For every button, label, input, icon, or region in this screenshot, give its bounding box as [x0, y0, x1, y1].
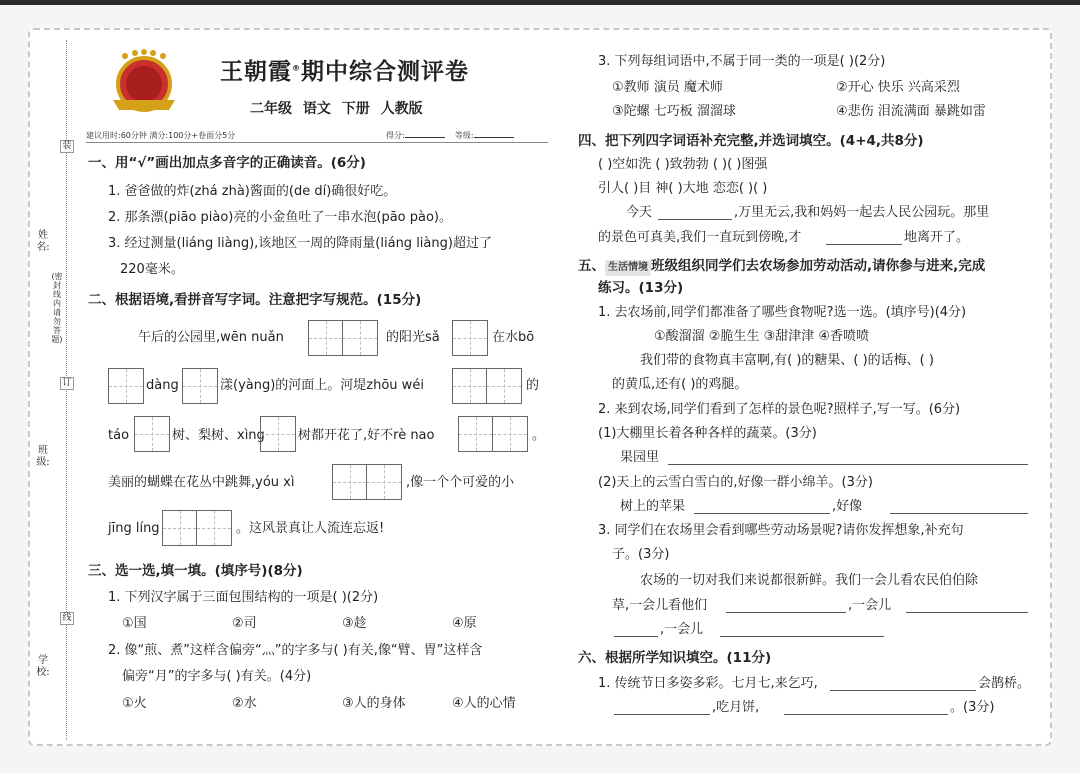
s3-q1-option: ④原	[452, 616, 477, 631]
r-q3-option-1: ①教师 演员 魔术师	[612, 80, 723, 95]
s3-q2-option: ①火	[122, 696, 147, 711]
s3-question-1: 1. 下列汉字属于三面包围结构的一项是( )(2分)	[108, 590, 379, 605]
r-q3-option-4: ④悲伤 泪流满面 暴跳如雷	[836, 104, 986, 119]
writing-grid[interactable]	[308, 320, 378, 356]
seal-char-3: 线	[60, 612, 74, 625]
answer-line[interactable]	[694, 513, 830, 514]
s4-line-2: 引人( )目 神( )大地 恋恋( )( )	[598, 181, 768, 196]
life-context-tag: 生活情境	[605, 260, 651, 276]
s5-question-3: 3. 同学们在农场里会看到哪些劳动场景呢?请你发挥想象,补充句	[598, 523, 964, 538]
writing-grid[interactable]	[182, 368, 218, 404]
brand-logo	[105, 48, 183, 118]
title-text: 期中综合测评卷	[301, 59, 469, 85]
s2-line1-b: 的阳光sǎ	[386, 330, 440, 345]
s5-q2-example-1: (1)大棚里长着各种各样的蔬菜。(3分)	[598, 426, 817, 441]
binding-gutter	[30, 40, 78, 740]
score-blank[interactable]	[405, 137, 445, 138]
answer-line[interactable]	[614, 714, 710, 715]
s5-q1-sentence: 我们带的食物真丰富啊,有( )的糖果、( )的话梅、( )	[640, 353, 934, 368]
s2-line5-b: 。这风景真让人流连忘返!	[236, 521, 385, 536]
s1-question-2: 2. 那条漂(piāo piào)亮的小金鱼吐了一串水泡(pāo pào)。	[108, 210, 452, 225]
s5-q2-prompt-1: 果园里	[620, 450, 660, 465]
s6-question-1a: 1. 传统节日多姿多彩。七月七,来乞巧,	[598, 676, 818, 691]
s2-line4-b: ,像一个个可爱的小	[406, 475, 515, 490]
s5-question-3-cont: 子。(3分)	[612, 547, 670, 562]
answer-line[interactable]	[720, 636, 884, 637]
top-bar	[0, 0, 1080, 5]
s3-q2-option: ③人的身体	[342, 696, 406, 711]
s1-question-3: 3. 经过测量(liáng liàng),该地区一周的降雨量(liáng liàng)超过了	[108, 236, 492, 251]
s4-line-4b: 地离开了。	[904, 230, 970, 245]
s5-number: 五、	[578, 258, 605, 274]
brand-name: 王朝霞	[220, 58, 292, 85]
s2-line1-c: 在水bō	[492, 330, 535, 345]
s3-q1-option: ②司	[232, 616, 257, 631]
section-2-title: 二、根据语境,看拼音写字词。注意把字写规范。(15分)	[88, 292, 422, 308]
r-q3-option-2: ②开心 快乐 兴高采烈	[836, 80, 960, 95]
answer-line[interactable]	[668, 464, 1028, 465]
class-label: 班级:	[36, 445, 50, 468]
time-score-info: 建议用时:60分钟 满分:100分+卷面分5分	[86, 131, 236, 140]
r-question-3: 3. 下列每组词语中,不属于同一类的一项是( )(2分)	[598, 54, 886, 69]
s4-line-1: ( )空如洗 ( )致勃勃 ( )( )图强	[598, 157, 768, 172]
s5-q3-line-c: ,一会儿	[660, 622, 704, 637]
exam-title	[220, 53, 469, 86]
writing-grid[interactable]	[332, 464, 402, 500]
s2-line3-b: 树、梨树、xìng	[172, 428, 265, 443]
s2-line2-b: 漾(yàng)的河面上。河堤zhōu wéi	[220, 378, 424, 393]
s5-question-1: 1. 去农场前,同学们都准备了哪些食物呢?选一选。(填序号)(4分)	[598, 305, 967, 320]
level-blank[interactable]	[474, 137, 514, 138]
answer-line[interactable]	[614, 636, 658, 637]
s5-q2-prompt-2b: ,好像	[832, 499, 863, 514]
answer-line[interactable]	[906, 612, 1028, 613]
s5-question-2: 2. 来到农场,同学们看到了怎样的景色呢?照样子,写一写。(6分)	[598, 402, 961, 417]
writing-grid[interactable]	[452, 368, 522, 404]
s1-question-1: 1. 爸爸做的炸(zhá zhà)酱面的(de dí)确很好吃。	[108, 184, 397, 199]
s3-question-2: 2. 像“煎、煮”这样含偏旁“灬”的字多与( )有关,像“臂、胃”这样含	[108, 643, 483, 658]
s5-text: 班级组织同学们去农场参加劳动活动,请你参与进来,完成	[651, 258, 986, 274]
s5-q3-line-b: ,一会儿	[848, 598, 892, 613]
s5-q3-line-a: 草,一会儿看他们	[612, 598, 708, 613]
writing-grid[interactable]	[134, 416, 170, 452]
name-label: 姓名:	[36, 230, 50, 253]
registered-mark-icon: ®	[292, 63, 301, 73]
s2-line1-a: 午后的公园里,wēn nuǎn	[138, 330, 284, 345]
s5-q1-sentence-cont: 的黄瓜,还有( )的鸡腿。	[612, 377, 748, 392]
s2-line2-c: 的	[526, 378, 540, 393]
s5-q2-example-2: (2)天上的云雪白雪白的,好像一群小绵羊。(3分)	[598, 475, 873, 490]
answer-line[interactable]	[830, 690, 976, 691]
s3-q2-option: ②水	[232, 696, 257, 711]
writing-grid[interactable]	[162, 510, 232, 546]
s4-line-4a: 的景色可真美,我们一直玩到傍晚,才	[598, 230, 802, 245]
exam-meta	[86, 130, 546, 141]
s2-line3-c: 树都开花了,好不rè nao	[298, 428, 435, 443]
s2-line2-a: dàng	[146, 378, 179, 393]
s3-q1-option: ①国	[122, 616, 147, 631]
s2-line3-d: 。	[532, 428, 546, 443]
section-5-title-cont: 练习。(13分)	[598, 280, 684, 296]
gutter-note: (密封线内请勿答题)	[51, 272, 63, 344]
level-label: 等级:	[454, 131, 474, 140]
s4-line-3b: ,万里无云,我和妈妈一起去人民公园玩。那里	[734, 205, 990, 220]
section-4-title: 四、把下列四字词语补充完整,并选词填空。(4+4,共8分)	[578, 133, 924, 149]
seal-char-2: 订	[60, 377, 74, 390]
s5-q1-options: ①酸溜溜 ②脆生生 ③甜津津 ④香喷喷	[654, 329, 870, 344]
fill-blank[interactable]	[826, 244, 902, 245]
s4-line-3a: 今天	[626, 205, 653, 220]
writing-grid[interactable]	[108, 368, 144, 404]
s6-question-1b: 会鹊桥。	[978, 676, 1031, 691]
s3-question-2-cont: 偏旁“月”的字多与( )有关。(4分)	[122, 669, 312, 684]
score-label: 得分:	[386, 131, 405, 140]
s2-line4-a: 美丽的蝴蝶在花丛中跳舞,yóu xì	[108, 475, 295, 490]
writing-grid[interactable]	[260, 416, 296, 452]
fill-blank[interactable]	[658, 219, 732, 220]
s5-q3-sentence: 农场的一切对我们来说都很新鲜。我们一会儿看农民伯伯除	[640, 573, 979, 588]
s2-line5-a: jīng líng	[108, 521, 160, 536]
s2-line3-a: táo	[108, 428, 130, 443]
answer-line[interactable]	[726, 612, 846, 613]
r-q3-option-3: ③陀螺 七巧板 溜溜球	[612, 104, 736, 119]
seal-char-1: 装	[60, 140, 74, 153]
s5-q2-prompt-2a: 树上的苹果	[620, 499, 686, 514]
section-1-title: 一、用“√”画出加点多音字的正确读音。(6分)	[88, 155, 366, 171]
school-label: 学校:	[36, 655, 50, 678]
s3-q2-option: ④人的心情	[452, 696, 516, 711]
section-6-title: 六、根据所学知识填空。(11分)	[578, 650, 772, 666]
section-3-title: 三、选一选,填一填。(填序号)(8分)	[88, 563, 303, 579]
s1-question-3-cont: 220毫米。	[120, 262, 184, 277]
answer-line[interactable]	[890, 513, 1028, 514]
section-5-title	[578, 258, 985, 276]
s6-question-1d: 。(3分)	[950, 700, 995, 715]
answer-line[interactable]	[784, 714, 948, 715]
s3-q1-option: ③趁	[342, 616, 367, 631]
score-level	[386, 130, 514, 141]
s6-question-1c: ,吃月饼,	[712, 700, 760, 715]
writing-grid[interactable]	[458, 416, 528, 452]
writing-grid[interactable]	[452, 320, 488, 356]
exam-subtitle: 二年级 语文 下册 人教版	[250, 101, 423, 117]
header-divider	[86, 142, 548, 143]
